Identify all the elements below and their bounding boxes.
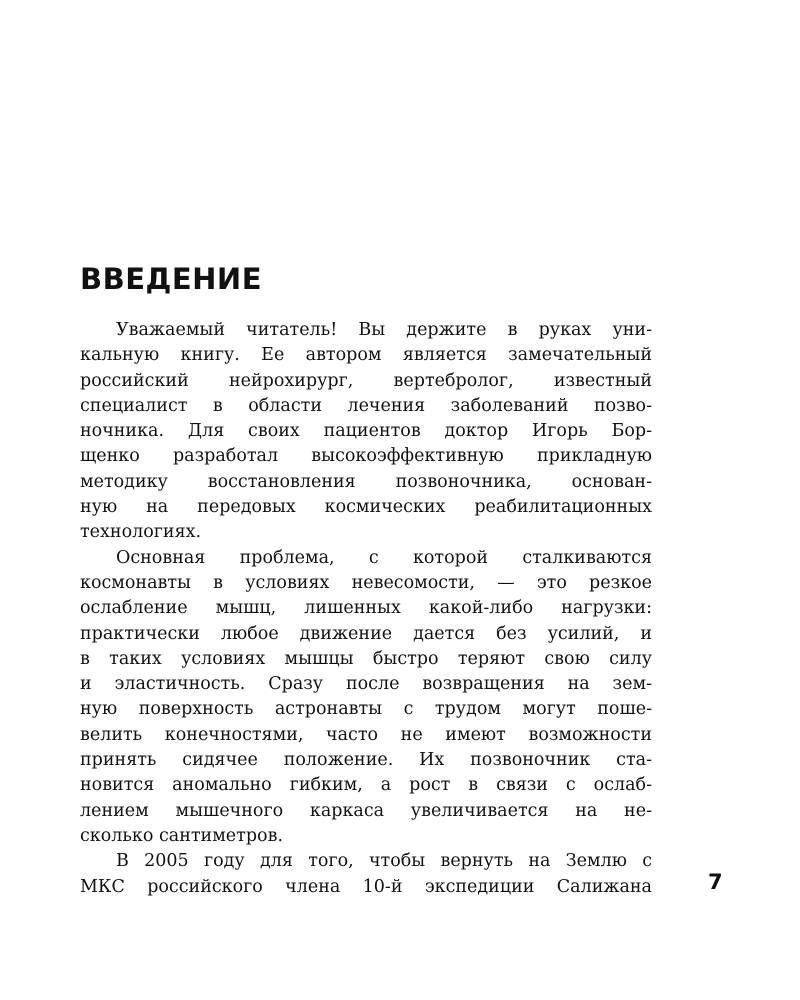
text-line: российский нейрохирург, вертебролог, известный — [80, 370, 652, 391]
text-line: методику восстановления позвоночника, основан- — [80, 471, 652, 492]
page-number: 7 — [708, 870, 723, 894]
text-line: МКС российского члена 10-й экспедиции Салижана — [80, 876, 652, 897]
text-line: ную на передовых космических реабилитационных — [80, 497, 652, 518]
text-line: технологиях. — [80, 522, 202, 543]
text-line: В 2005 году для того, чтобы вернуть на Землю с — [116, 851, 652, 872]
text-line: практически любое движение дается без усилий, и — [80, 623, 652, 644]
chapter-heading: ВВЕДЕНИЕ — [80, 262, 263, 296]
text-line: кальную книгу. Ее автором является замечательный — [80, 345, 652, 366]
paragraph — [80, 546, 652, 850]
text-line: новится аномально гибким, а рост в связи с ослаб- — [80, 775, 652, 796]
text-line: принять сидячее положение. Их позвоночник ста- — [80, 750, 652, 771]
text-line: и эластичность. Сразу после возвращения на зем- — [80, 674, 652, 695]
text-line: Уважаемый читатель! Вы держите в руках уни- — [116, 320, 652, 340]
text-line: лением мышечного каркаса увеличивается на не- — [80, 800, 652, 821]
body-text — [80, 318, 652, 900]
paragraph — [80, 318, 652, 546]
text-line: космонавты в условиях невесомости, — это резкое — [80, 572, 652, 593]
text-line: велить конечностями, часто не имеют возможности — [80, 724, 652, 745]
text-line: ночника. Для своих пациентов доктор Игорь Бор- — [80, 421, 652, 442]
text-line: щенко разработал высокоэффективную прикладную — [80, 446, 652, 467]
text-line: ослабление мышц, лишенных какой-либо нагрузки: — [80, 598, 652, 619]
text-line: Основная проблема, с которой сталкиваются — [116, 547, 652, 568]
text-line: специалист в области лечения заболеваний позво- — [80, 395, 652, 416]
paragraph — [80, 849, 652, 900]
text-line: сколько сантиметров. — [80, 825, 284, 846]
text-line: ную поверхность астронавты с трудом могут поше- — [80, 699, 652, 720]
text-line: в таких условиях мышцы быстро теряют свою силу — [80, 648, 652, 669]
